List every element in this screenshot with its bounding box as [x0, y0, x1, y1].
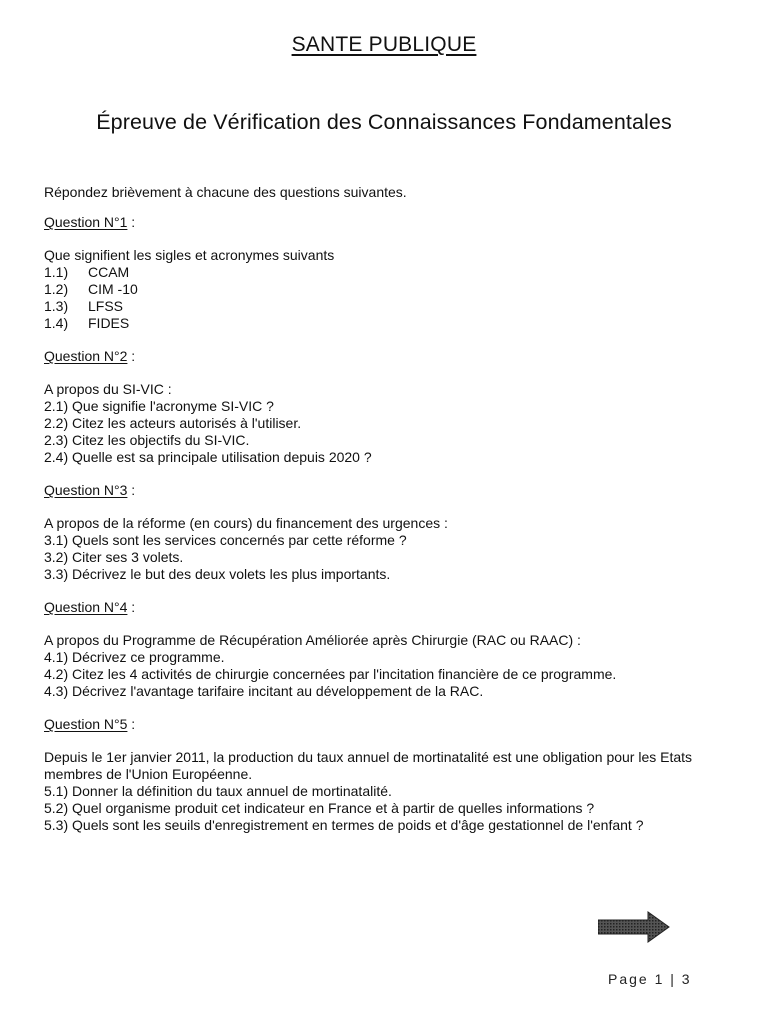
intro-text: Répondez brièvement à chacune des questions suivantes. — [44, 184, 407, 200]
list-item: 3.3) Décrivez le but des deux volets les plus importants. — [44, 566, 391, 582]
page-number: Page 1 | 3 — [608, 971, 692, 987]
question-block — [44, 515, 734, 583]
list-item: 4.3) Décrivez l'avantage tarifaire incitant au développement de la RAC. — [44, 683, 484, 699]
question-label: Question N°5 — [44, 716, 128, 732]
question-block — [44, 381, 734, 466]
question-label: Question N°4 — [44, 599, 128, 615]
question-block — [44, 749, 734, 834]
document-body — [44, 184, 734, 850]
question-heading — [44, 599, 734, 616]
list-item: 5.2) Quel organisme produit cet indicateur en France et à partir de quelles informations ? — [44, 800, 595, 816]
list-item — [44, 298, 734, 315]
question-heading — [44, 214, 734, 231]
item-text: LFSS — [88, 298, 124, 314]
item-text: FIDES — [88, 315, 130, 331]
question-heading — [44, 716, 734, 733]
question-prompt: Que signifient les sigles et acronymes suivants — [44, 247, 335, 263]
question-prompt: Depuis le 1er janvier 2011, la production du taux annuel de mortinatalité est une obligation pour les Etats membres de l'Union Européenne. — [44, 749, 693, 782]
question-suffix: : — [127, 348, 136, 364]
list-item: 3.2) Citer ses 3 volets. — [44, 549, 184, 565]
question-label: Question N°1 — [44, 214, 128, 230]
question-suffix: : — [127, 716, 136, 732]
question-prompt: A propos du Programme de Récupération Améliorée après Chirurgie (RAC ou RAAC) : — [44, 632, 581, 648]
list-item: 5.3) Quels sont les seuils d'enregistrement en termes de poids et d'âge gestationnel de l'enfant ? — [44, 817, 644, 833]
question-heading — [44, 348, 734, 365]
question-suffix: : — [127, 214, 136, 230]
question-label: Question N°3 — [44, 482, 128, 498]
list-item: 4.1) Décrivez ce programme. — [44, 649, 225, 665]
page-title: SANTE PUBLIQUE — [291, 33, 477, 56]
question-label: Question N°2 — [44, 348, 128, 364]
list-item: 3.1) Quels sont les services concernés par cette réforme ? — [44, 532, 407, 548]
list-item: 2.4) Quelle est sa principale utilisation depuis 2020 ? — [44, 449, 372, 465]
list-item: 4.2) Citez les 4 activités de chirurgie concernées par l'incitation financière de ce programme. — [44, 666, 617, 682]
item-number: 1.2) — [44, 281, 69, 297]
question-block — [44, 247, 734, 332]
item-number: 1.4) — [44, 315, 69, 331]
question-suffix: : — [127, 482, 136, 498]
item-text: CIM -10 — [88, 281, 138, 297]
item-number: 1.3) — [44, 298, 69, 314]
question-block — [44, 632, 734, 700]
list-item: 2.1) Que signifie l'acronyme SI-VIC ? — [44, 398, 274, 414]
item-number: 1.1) — [44, 264, 69, 280]
question-heading — [44, 482, 734, 499]
question-suffix: : — [127, 599, 136, 615]
list-item: 2.2) Citez les acteurs autorisés à l'utiliser. — [44, 415, 302, 431]
question-prompt: A propos de la réforme (en cours) du financement des urgences : — [44, 515, 448, 531]
right-arrow-icon — [598, 911, 670, 943]
list-item — [44, 264, 734, 281]
list-item — [44, 315, 734, 332]
page-subtitle: Épreuve de Vérification des Connaissances Fondamentales — [96, 110, 672, 134]
question-prompt: A propos du SI-VIC : — [44, 381, 172, 397]
list-item: 5.1) Donner la définition du taux annuel de mortinatalité. — [44, 783, 392, 799]
item-text: CCAM — [88, 264, 130, 280]
list-item — [44, 281, 734, 298]
list-item: 2.3) Citez les objectifs du SI-VIC. — [44, 432, 250, 448]
